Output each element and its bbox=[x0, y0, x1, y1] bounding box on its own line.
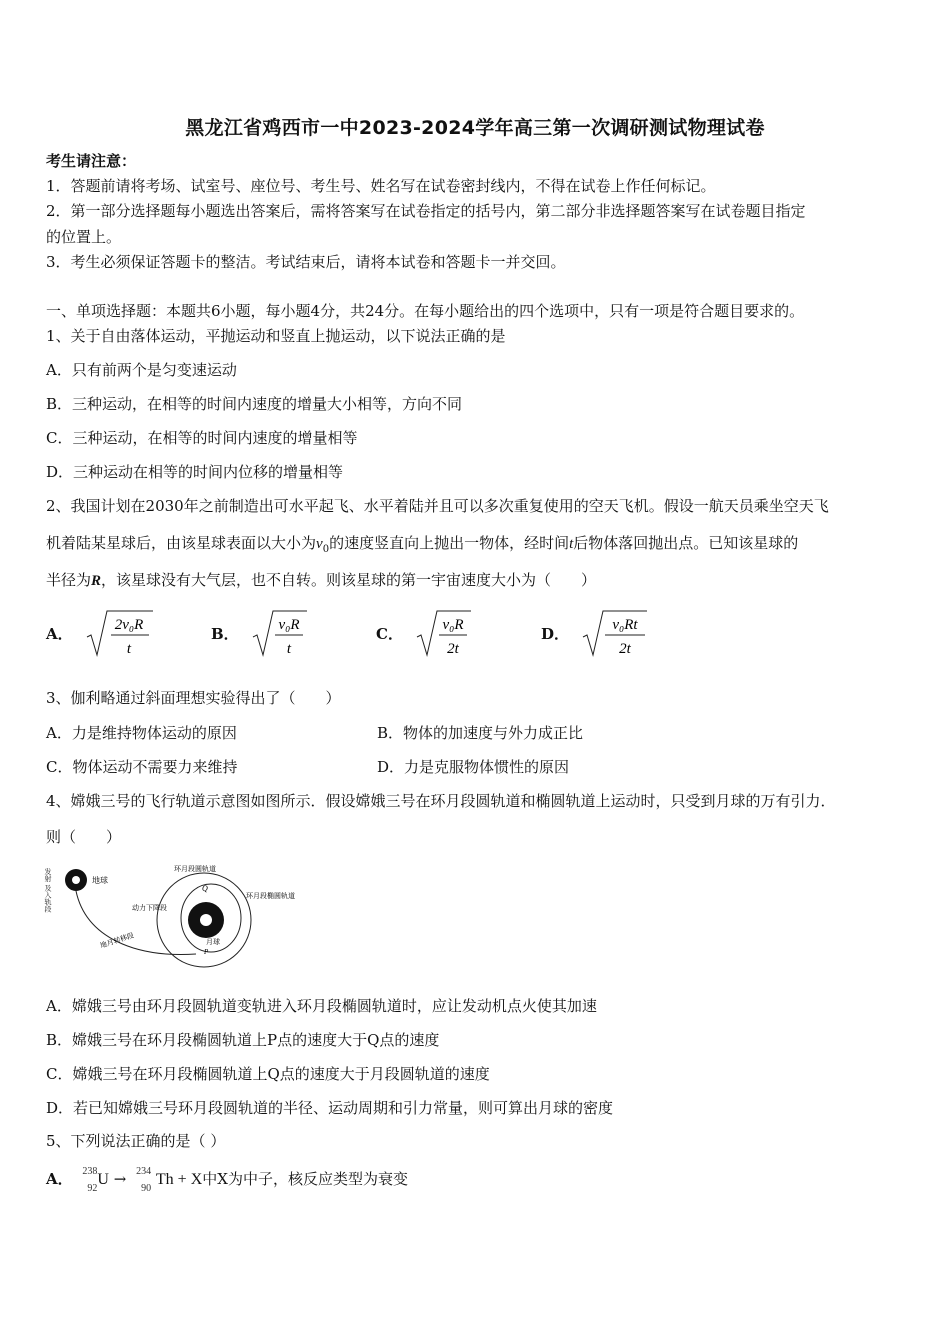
atomic-number: 90 bbox=[141, 1183, 152, 1194]
label-transfer: 地月转移段 bbox=[99, 931, 135, 950]
text: 的速度竖直向上抛出一物体，经时间 bbox=[329, 534, 570, 552]
label-q: Q bbox=[202, 884, 208, 893]
numerator: 2v₀R bbox=[114, 617, 143, 633]
arrow: → bbox=[113, 1170, 127, 1188]
symbol-r: R bbox=[91, 573, 102, 589]
sqrt-fraction bbox=[581, 607, 651, 659]
option-d: D．若已知嫦娥三号环月段圆轨道的半径、运动周期和引力常量，则可算出月球的密度 bbox=[46, 1099, 614, 1117]
section-heading: 一、单项选择题：本题共6小题，每小题4分，共24分。在每小题给出的四个选项中，只有一项是符合题目要求的。 bbox=[46, 302, 805, 320]
label-moon: 月球 bbox=[206, 938, 220, 946]
text: 半径为 bbox=[46, 571, 92, 589]
mass-number: 238 bbox=[82, 1166, 98, 1177]
option-label: C． bbox=[376, 624, 403, 643]
option-a bbox=[46, 1166, 408, 1200]
label-circle-orbit: 环月段圆轨道 bbox=[174, 865, 216, 873]
label-ellipse-orbit: 环月段椭圆轨道 bbox=[246, 892, 295, 900]
option-c: C．物体运动不需要力来维持 bbox=[46, 758, 238, 776]
option-label: A． bbox=[46, 1170, 73, 1188]
denominator: 2t bbox=[619, 641, 631, 657]
denominator: t bbox=[286, 641, 291, 657]
question-stem: 4、嫦娥三号的飞行轨道示意图如图所示．假设嫦娥三号在环月段圆轨道和椭圆轨道上运动时，只受到月球的万有引力． bbox=[46, 792, 836, 810]
element-symbol: U bbox=[97, 1171, 109, 1188]
option-a bbox=[46, 607, 155, 659]
atomic-number: 92 bbox=[87, 1183, 98, 1194]
option-d: D．三种运动在相等的时间内位移的增量相等 bbox=[46, 463, 344, 481]
text: 机着陆某星球后，由该星球表面以大小为 bbox=[46, 534, 317, 552]
question-stem-line: 则（ ） bbox=[46, 828, 122, 846]
option-a: A．力是维持物体运动的原因 bbox=[46, 724, 237, 742]
symbol-v: v bbox=[316, 536, 323, 552]
option-text: 中X为中子，核反应类型为衰变 bbox=[202, 1170, 408, 1188]
sqrt-fraction bbox=[85, 607, 155, 659]
option-b: B．物体的加速度与外力成正比 bbox=[377, 724, 584, 742]
question-stem: 3、伽利略通过斜面理想实验得出了（ ） bbox=[46, 689, 341, 707]
text: 后物体落回抛出点。已知该星球的 bbox=[573, 534, 799, 552]
option-b bbox=[211, 607, 311, 659]
label-earth: 地球 bbox=[92, 876, 108, 885]
question-stem-line bbox=[46, 570, 596, 591]
label-launch: 发射 及入轨段 bbox=[44, 868, 52, 913]
isotope-th bbox=[131, 1166, 151, 1194]
sqrt-fraction bbox=[251, 607, 311, 659]
option-c: C．三种运动，在相等的时间内速度的增量相等 bbox=[46, 429, 358, 447]
element-symbol: Th + X bbox=[155, 1171, 203, 1188]
option-d: D．力是克服物体惯性的原因 bbox=[377, 758, 570, 776]
symbol-t: t bbox=[569, 536, 574, 552]
notice-heading: 考生请注意： bbox=[46, 152, 137, 170]
question-stem: 5、下列说法正确的是（ ） bbox=[46, 1132, 226, 1150]
notice-item: 3．考生必须保证答题卡的整洁。考试结束后，请将本试卷和答题卡一并交回。 bbox=[46, 253, 566, 271]
numerator: v₀R bbox=[442, 617, 464, 633]
numerator: v₀R bbox=[278, 617, 300, 633]
orbit-diagram bbox=[46, 858, 311, 968]
denominator: t bbox=[126, 641, 131, 657]
notice-item: 1．答题前请将考场、试室号、座位号、考生号、姓名写在试卷密封线内，不得在试卷上作任何标记。 bbox=[46, 177, 716, 195]
notice-item: 的位置上。 bbox=[46, 228, 122, 246]
option-label: D． bbox=[541, 624, 570, 643]
denominator: 2t bbox=[447, 641, 459, 657]
isotope-u bbox=[77, 1166, 97, 1194]
numerator: v₀Rt bbox=[612, 617, 638, 633]
subscript: 0 bbox=[322, 544, 330, 555]
option-d bbox=[541, 607, 651, 659]
label-descent: 动力下降段 bbox=[132, 904, 167, 912]
text: ，该星球没有大气层，也不自转。则该星球的第一宇宙速度大小为（ ） bbox=[101, 571, 597, 589]
mass-number: 234 bbox=[136, 1166, 152, 1177]
option-a: A．只有前两个是匀变速运动 bbox=[46, 361, 237, 379]
question-stem: 2、我国计划在2030年之前制造出可水平起飞、水平着陆并且可以多次重复使用的空天飞机。假设一航天员乘坐空天飞 bbox=[46, 497, 829, 515]
option-label: B． bbox=[211, 624, 239, 643]
option-b: B．三种运动，在相等的时间内速度的增量大小相等，方向不同 bbox=[46, 395, 463, 413]
sqrt-fraction bbox=[415, 607, 475, 659]
option-c bbox=[376, 607, 475, 659]
page-title: 黑龙江省鸡西市一中2023-2024学年高三第一次调研测试物理试卷 bbox=[185, 117, 765, 139]
question-stem-line bbox=[46, 533, 798, 560]
option-b: B．嫦娥三号在环月段椭圆轨道上P点的速度大于Q点的速度 bbox=[46, 1031, 440, 1049]
question-stem: 1、关于自由落体运动，平抛运动和竖直上抛运动，以下说法正确的是 bbox=[46, 327, 506, 345]
option-c: C．嫦娥三号在环月段椭圆轨道上Q点的速度大于月段圆轨道的速度 bbox=[46, 1065, 490, 1083]
option-label: A． bbox=[46, 624, 73, 643]
label-p: P bbox=[204, 948, 209, 956]
option-a: A．嫦娥三号由环月段圆轨道变轨进入环月段椭圆轨道时，应让发动机点火使其加速 bbox=[46, 997, 597, 1015]
notice-item: 2．第一部分选择题每小题选出答案后，需将答案写在试卷指定的括号内，第二部分非选择题答案写在试卷题目指定 bbox=[46, 202, 806, 220]
